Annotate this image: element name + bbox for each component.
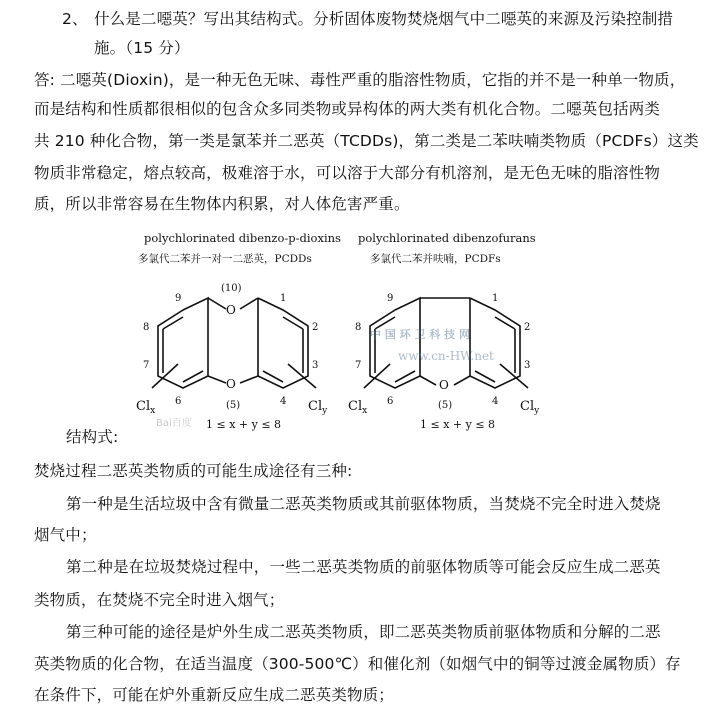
left-pos-9: 9 [175,293,182,304]
left-pos-6: 6 [175,396,182,407]
right-pos-2: 2 [524,322,531,333]
structure-label: 结构式: [66,428,119,446]
left-pos-2: 2 [312,322,319,333]
left-pos-10: (10) [221,283,242,294]
question-line-1: 什么是二噁英？写出其结构式。分析固体废物焚烧烟气中二噁英的来源及污染控制措 [94,10,674,28]
right-pos-8: 8 [355,322,362,333]
process-line-4: 类物质，在焚烧不完全时进入烟气； [34,591,285,609]
left-pos-3: 3 [312,360,319,371]
process-line-2: 烟气中； [34,526,97,544]
left-pos-8: 8 [143,322,150,333]
left-atom-o-top: O [226,303,236,317]
watermark-cn: 中 国 环 卫 科 技 网 [370,328,470,341]
question-number: 2、 [62,10,88,28]
answer-line-5: 质，所以非常容易在生物体内积累，对人体危害严重。 [34,195,410,213]
right-range: 1 ≤ x + y ≤ 8 [420,418,496,431]
left-range: 1 ≤ x + y ≤ 8 [206,418,282,431]
watermark-baidu: Bai百度 [156,418,192,429]
left-pos-1: 1 [280,293,287,304]
left-pos-5: (5) [226,400,241,411]
pcdf-skeleton [364,298,531,388]
process-line-6: 英类物质的化合物，在适当温度（300-500℃）和催化剂（如烟气中的铜等过渡金属物质）存 [34,655,681,673]
dioxin-structure-figure [130,228,545,438]
structure-diagram [130,228,545,438]
right-pos-9: 9 [387,293,394,304]
question-line-2: 施。（15 分） [94,39,190,57]
answer-line-4: 物质非常稳定，熔点较高，极难溶于水，可以溶于大部分有机溶剂，是无色无味的脂溶性物 [34,164,661,182]
left-title-cn: 多氯代二苯并一对一二恶英，PCDDs [138,253,312,265]
right-pos-4: 4 [492,396,499,407]
right-title-en: polychlorinated dibenzofurans [358,231,536,245]
left-pos-7: 7 [143,360,150,371]
right-pos-3: 3 [524,360,531,371]
right-pos-5: (5) [438,400,453,411]
left-cl-y: $Cl_y$ [308,399,328,416]
left-title-en: polychlorinated dibenzo-p-dioxins [144,231,341,245]
answer-line-2: 而是结构和性质都很相似的包含众多同类物或异构体的两大类有机化合物。二噁英包括两类 [34,100,661,118]
left-atom-o-bottom: O [226,377,236,391]
right-title-cn: 多氯代二苯并呋喃，PCDFs [370,253,501,265]
right-atom-o: O [439,378,449,392]
right-cl-y: $Cl_y$ [520,399,540,416]
right-pos-1: 1 [492,293,499,304]
right-pos-7: 7 [355,360,362,371]
right-cl-x: $Cl_x$ [348,399,368,416]
process-line-1: 第一种是生活垃圾中含有微量二恶英类物质或其前驱体物质，当焚烧不完全时进入焚烧 [66,495,661,513]
left-pos-4: 4 [280,396,287,407]
answer-line-1: 答: 二噁英(Dioxin)，是一种无色无味、毒性严重的脂溶性物质，它指的并不是一种单一物质， [34,71,686,89]
process-line-5: 第三种可能的途径是炉外生成二恶英类物质，即二恶英类物质前驱体物质和分解的二恶 [66,623,661,641]
watermark-url: www.cn-HW.net [398,349,494,363]
process-line-3: 第二种是在垃圾焚烧过程中，一些二恶英类物质的前驱体物质等可能会反应生成二恶英 [66,558,661,576]
left-cl-x: $Cl_x$ [136,399,156,416]
right-pos-6: 6 [387,396,394,407]
answer-line-3: 共 210 种化合物，第一类是氯苯并二恶英（TCDDs)，第二类是二苯呋喃类物质（PCDFs）这类 [34,132,699,150]
process-heading: 焚烧过程二恶英类物质的可能生成途径有三种: [34,462,353,480]
process-line-7: 在条件下，可能在炉外重新反应生成二恶英类物质； [34,686,394,704]
